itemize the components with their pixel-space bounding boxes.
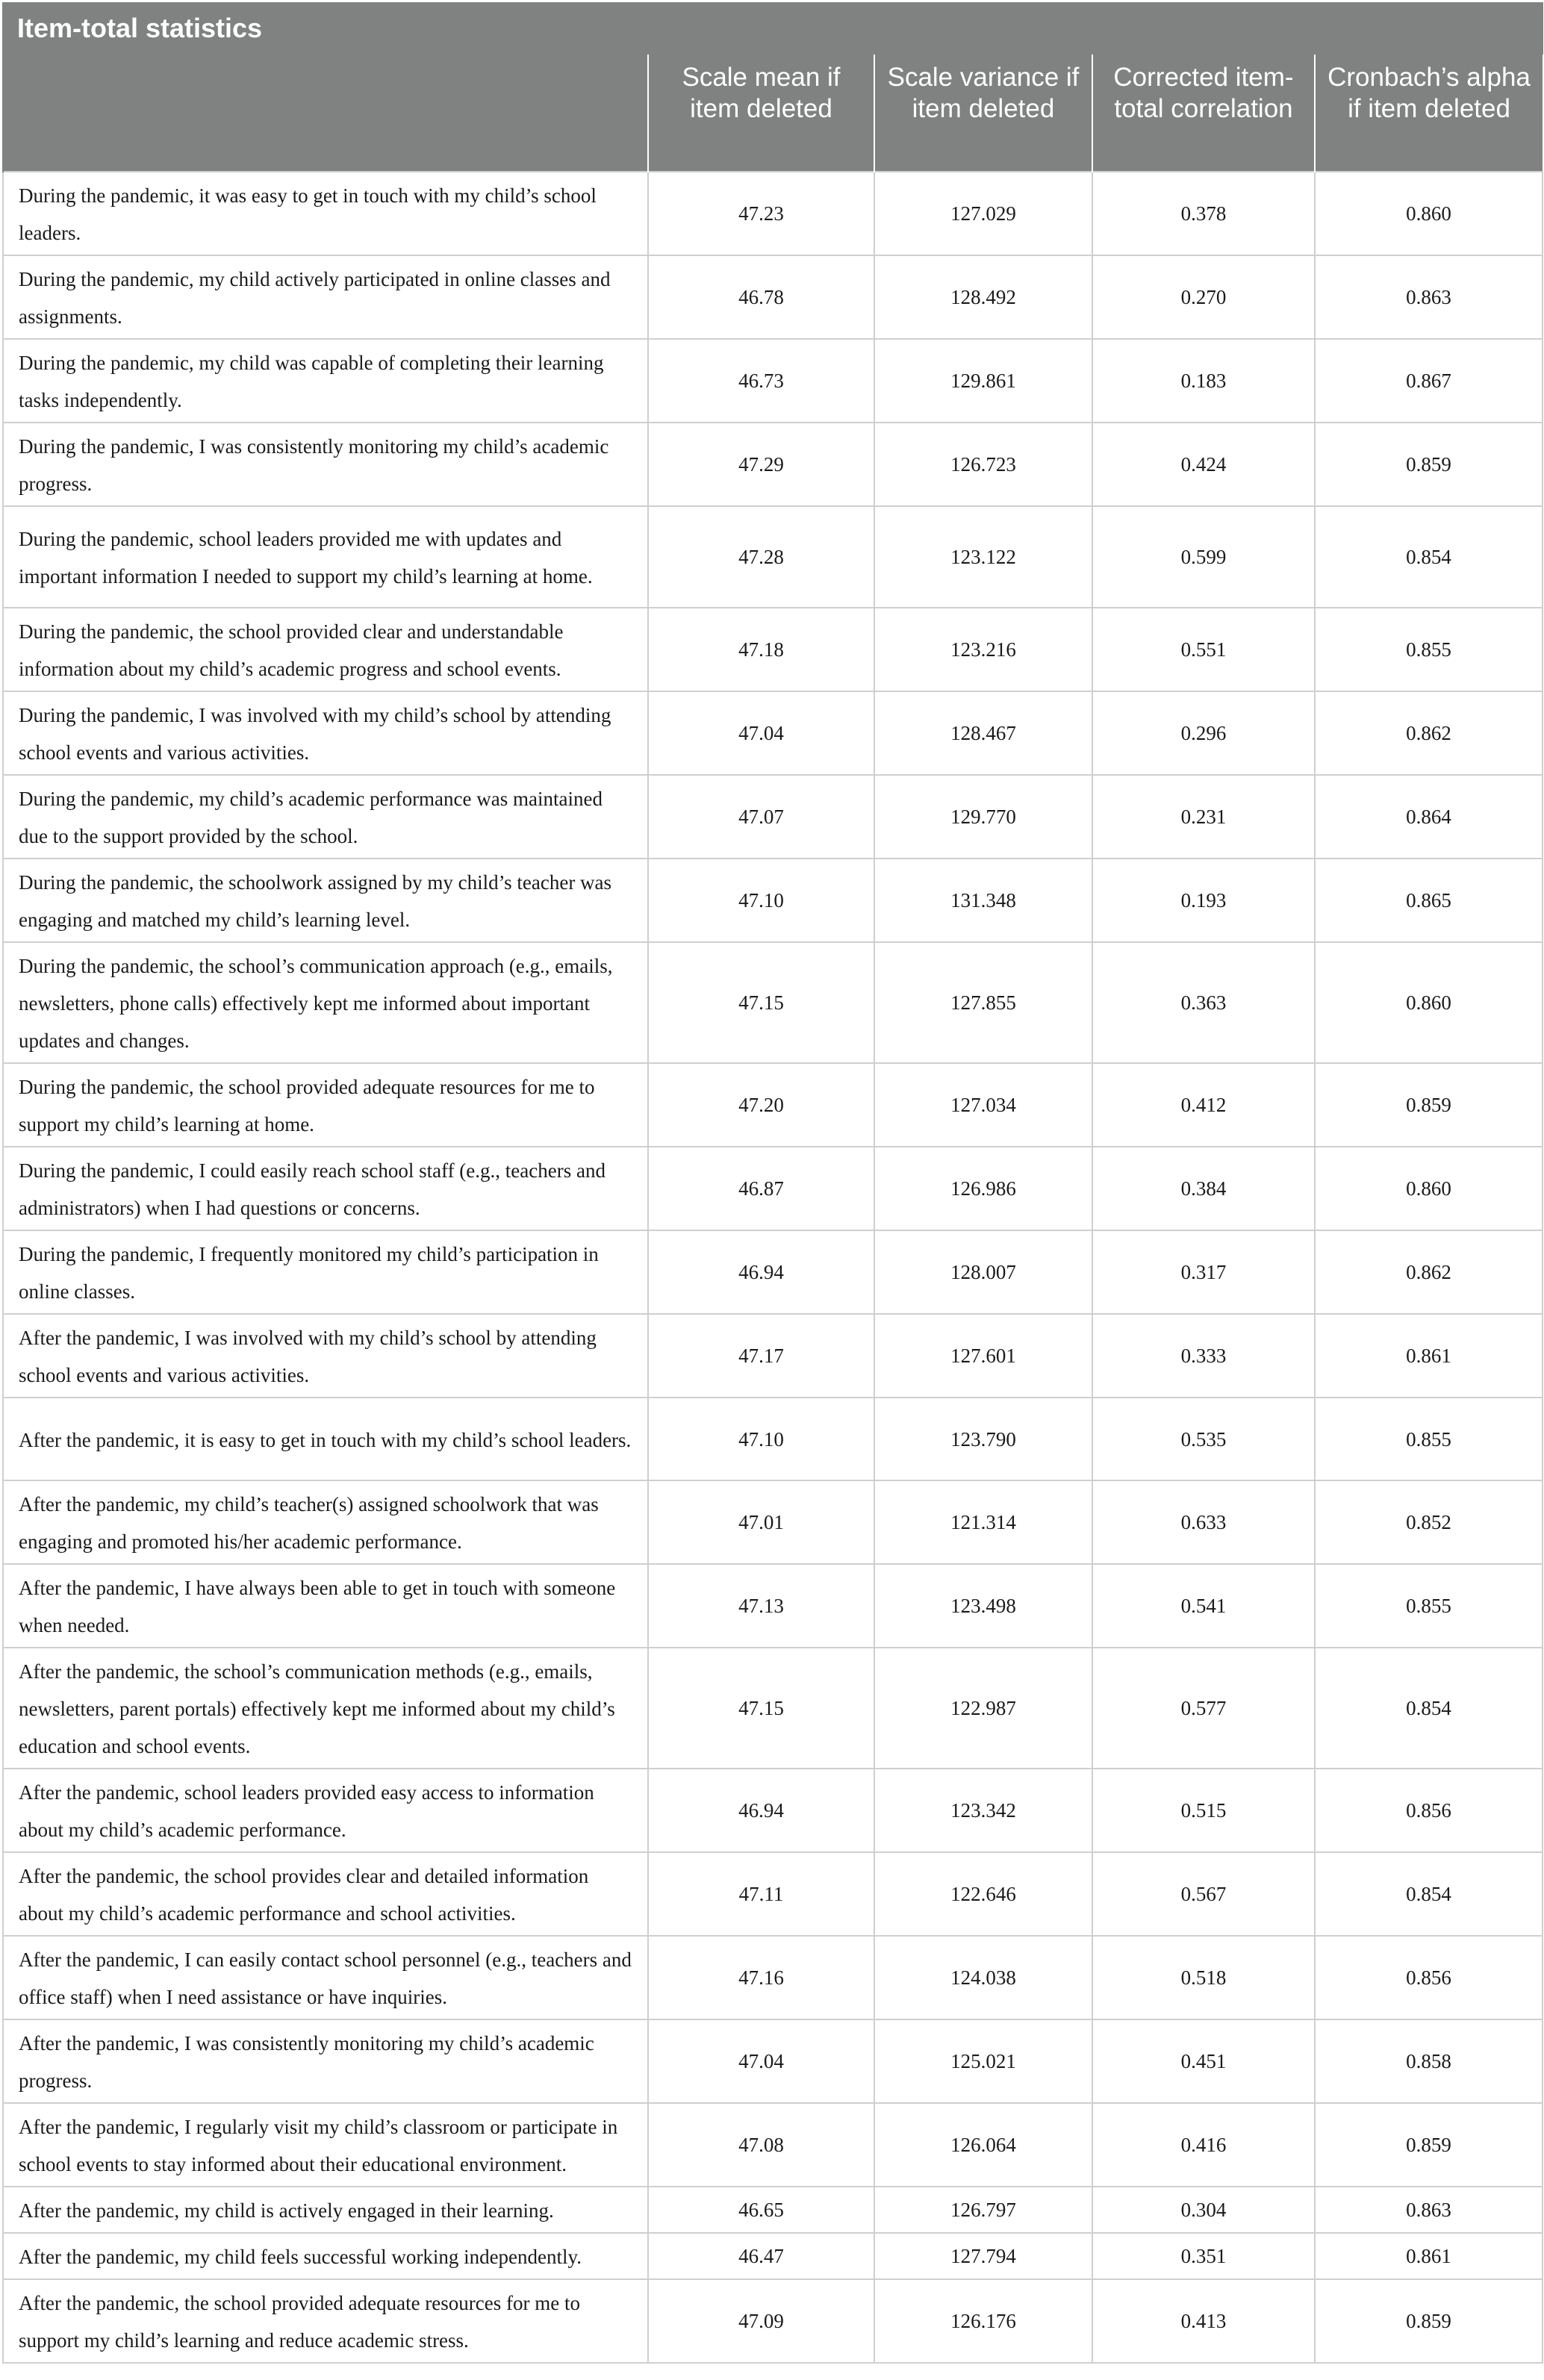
table-row xyxy=(3,2187,1543,2233)
table-row xyxy=(3,2233,1543,2279)
correlation-value: 0.577 xyxy=(1092,1648,1315,1769)
item-text: During the pandemic, I was involved with my child’s school by attending school events and various activities. xyxy=(3,691,648,775)
scale-variance-value: 126.797 xyxy=(874,2187,1092,2233)
table-row xyxy=(3,1852,1543,1936)
correlation-value: 0.378 xyxy=(1092,172,1315,255)
scale-variance-value: 127.034 xyxy=(874,1063,1092,1147)
item-text: After the pandemic, the school’s communication methods (e.g., emails, newsletters, parent portals) effectively kept me informed about my child’s education and school events. xyxy=(3,1648,648,1769)
scale-variance-value: 126.064 xyxy=(874,2103,1092,2187)
scale-variance-value: 124.038 xyxy=(874,1936,1092,2019)
correlation-value: 0.351 xyxy=(1092,2233,1315,2279)
item-total-statistics-table-wrap xyxy=(2,2,1542,2364)
scale-variance-value: 127.855 xyxy=(874,942,1092,1063)
item-text: After the pandemic, it is easy to get in touch with my child’s school leaders. xyxy=(3,1398,648,1480)
table-row xyxy=(3,775,1543,859)
item-total-statistics-table xyxy=(2,2,1543,2364)
alpha-value: 0.859 xyxy=(1315,1063,1543,1147)
table-row xyxy=(3,423,1543,506)
scale-variance-value: 126.176 xyxy=(874,2279,1092,2363)
table-row xyxy=(3,1063,1543,1147)
alpha-value: 0.859 xyxy=(1315,2103,1543,2187)
scale-mean-value: 47.29 xyxy=(648,423,874,506)
alpha-value: 0.863 xyxy=(1315,2187,1543,2233)
alpha-value: 0.861 xyxy=(1315,1314,1543,1398)
scale-variance-value: 123.122 xyxy=(874,506,1092,608)
scale-mean-value: 46.73 xyxy=(648,339,874,423)
item-text: During the pandemic, the schoolwork assigned by my child’s teacher was engaging and matched my child’s learning level. xyxy=(3,859,648,942)
scale-mean-value: 46.78 xyxy=(648,255,874,339)
scale-mean-value: 47.04 xyxy=(648,2019,874,2103)
correlation-value: 0.363 xyxy=(1092,942,1315,1063)
scale-mean-value: 47.20 xyxy=(648,1063,874,1147)
correlation-value: 0.384 xyxy=(1092,1147,1315,1230)
correlation-value: 0.451 xyxy=(1092,2019,1315,2103)
alpha-value: 0.860 xyxy=(1315,172,1543,255)
table-row xyxy=(3,1769,1543,1852)
alpha-value: 0.854 xyxy=(1315,1648,1543,1769)
header-scale-variance: Scale variance if item deleted xyxy=(874,54,1092,172)
correlation-value: 0.535 xyxy=(1092,1398,1315,1480)
item-text: After the pandemic, my child is actively engaged in their learning. xyxy=(3,2187,648,2233)
scale-mean-value: 47.04 xyxy=(648,691,874,775)
scale-variance-value: 123.216 xyxy=(874,608,1092,691)
table-row xyxy=(3,2279,1543,2363)
table-row xyxy=(3,1480,1543,1564)
table-row xyxy=(3,942,1543,1063)
table-row xyxy=(3,255,1543,339)
alpha-value: 0.856 xyxy=(1315,1936,1543,2019)
scale-mean-value: 47.01 xyxy=(648,1480,874,1564)
scale-variance-value: 123.498 xyxy=(874,1564,1092,1648)
item-text: After the pandemic, the school provided adequate resources for me to support my child’s learning and reduce academic stress. xyxy=(3,2279,648,2363)
scale-variance-value: 125.021 xyxy=(874,2019,1092,2103)
correlation-value: 0.424 xyxy=(1092,423,1315,506)
scale-mean-value: 47.23 xyxy=(648,172,874,255)
header-cronbach-alpha: Cronbach’s alpha if item deleted xyxy=(1315,54,1543,172)
scale-variance-value: 123.342 xyxy=(874,1769,1092,1852)
header-corrected-correlation: Corrected item-total correlation xyxy=(1092,54,1315,172)
item-text: After the pandemic, the school provides clear and detailed information about my child’s academic performance and school activities. xyxy=(3,1852,648,1936)
scale-mean-value: 47.17 xyxy=(648,1314,874,1398)
table-row xyxy=(3,859,1543,942)
item-text: After the pandemic, school leaders provided easy access to information about my child’s academic performance. xyxy=(3,1769,648,1852)
scale-variance-value: 128.007 xyxy=(874,1230,1092,1314)
item-text: During the pandemic, I could easily reach school staff (e.g., teachers and administrators) when I had questions or concerns. xyxy=(3,1147,648,1230)
alpha-value: 0.860 xyxy=(1315,942,1543,1063)
scale-variance-value: 129.770 xyxy=(874,775,1092,859)
correlation-value: 0.515 xyxy=(1092,1769,1315,1852)
correlation-value: 0.333 xyxy=(1092,1314,1315,1398)
alpha-value: 0.854 xyxy=(1315,506,1543,608)
alpha-value: 0.855 xyxy=(1315,1564,1543,1648)
item-text: During the pandemic, the school’s communication approach (e.g., emails, newsletters, phone calls) effectively kept me informed about important updates and changes. xyxy=(3,942,648,1063)
item-text: During the pandemic, my child actively participated in online classes and assignments. xyxy=(3,255,648,339)
alpha-value: 0.860 xyxy=(1315,1147,1543,1230)
scale-variance-value: 126.723 xyxy=(874,423,1092,506)
scale-mean-value: 46.94 xyxy=(648,1769,874,1852)
alpha-value: 0.855 xyxy=(1315,608,1543,691)
alpha-value: 0.852 xyxy=(1315,1480,1543,1564)
table-row xyxy=(3,1398,1543,1480)
correlation-value: 0.270 xyxy=(1092,255,1315,339)
scale-mean-value: 47.10 xyxy=(648,859,874,942)
correlation-value: 0.413 xyxy=(1092,2279,1315,2363)
item-text: During the pandemic, I frequently monitored my child’s participation in online classes. xyxy=(3,1230,648,1314)
table-header-row xyxy=(3,54,1543,172)
scale-mean-value: 46.65 xyxy=(648,2187,874,2233)
scale-variance-value: 122.646 xyxy=(874,1852,1092,1936)
alpha-value: 0.859 xyxy=(1315,423,1543,506)
item-text: After the pandemic, my child feels successful working independently. xyxy=(3,2233,648,2279)
item-text: During the pandemic, my child was capable of completing their learning tasks independently. xyxy=(3,339,648,423)
table-row xyxy=(3,608,1543,691)
item-text: After the pandemic, my child’s teacher(s) assigned schoolwork that was engaging and promoted his/her academic performance. xyxy=(3,1480,648,1564)
scale-mean-value: 47.28 xyxy=(648,506,874,608)
table-row xyxy=(3,2019,1543,2103)
table-row xyxy=(3,1936,1543,2019)
scale-variance-value: 126.986 xyxy=(874,1147,1092,1230)
scale-mean-value: 46.47 xyxy=(648,2233,874,2279)
correlation-value: 0.296 xyxy=(1092,691,1315,775)
correlation-value: 0.193 xyxy=(1092,859,1315,942)
table-row xyxy=(3,339,1543,423)
item-text: After the pandemic, I was consistently monitoring my child’s academic progress. xyxy=(3,2019,648,2103)
alpha-value: 0.867 xyxy=(1315,339,1543,423)
scale-mean-value: 47.16 xyxy=(648,1936,874,2019)
alpha-value: 0.862 xyxy=(1315,691,1543,775)
item-text: During the pandemic, I was consistently monitoring my child’s academic progress. xyxy=(3,423,648,506)
correlation-value: 0.633 xyxy=(1092,1480,1315,1564)
correlation-value: 0.412 xyxy=(1092,1063,1315,1147)
scale-variance-value: 129.861 xyxy=(874,339,1092,423)
alpha-value: 0.865 xyxy=(1315,859,1543,942)
item-text: During the pandemic, school leaders provided me with updates and important information I needed to support my child’s learning at home. xyxy=(3,506,648,608)
correlation-value: 0.317 xyxy=(1092,1230,1315,1314)
scale-mean-value: 47.11 xyxy=(648,1852,874,1936)
table-row xyxy=(3,2103,1543,2187)
table-row xyxy=(3,1147,1543,1230)
table-title: Item-total statistics xyxy=(3,3,1543,54)
scale-variance-value: 128.492 xyxy=(874,255,1092,339)
correlation-value: 0.567 xyxy=(1092,1852,1315,1936)
table-row xyxy=(3,1648,1543,1769)
scale-variance-value: 127.601 xyxy=(874,1314,1092,1398)
scale-mean-value: 47.18 xyxy=(648,608,874,691)
item-text: During the pandemic, my child’s academic performance was maintained due to the support provided by the school. xyxy=(3,775,648,859)
alpha-value: 0.855 xyxy=(1315,1398,1543,1480)
scale-variance-value: 122.987 xyxy=(874,1648,1092,1769)
scale-mean-value: 46.87 xyxy=(648,1147,874,1230)
table-row xyxy=(3,172,1543,255)
table-row xyxy=(3,1230,1543,1314)
item-text: During the pandemic, the school provided clear and understandable information about my child’s academic progress and school events. xyxy=(3,608,648,691)
scale-mean-value: 47.13 xyxy=(648,1564,874,1648)
alpha-value: 0.856 xyxy=(1315,1769,1543,1852)
scale-mean-value: 47.07 xyxy=(648,775,874,859)
alpha-value: 0.859 xyxy=(1315,2279,1543,2363)
item-text: During the pandemic, the school provided adequate resources for me to support my child’s learning at home. xyxy=(3,1063,648,1147)
correlation-value: 0.518 xyxy=(1092,1936,1315,2019)
alpha-value: 0.863 xyxy=(1315,255,1543,339)
table-row xyxy=(3,1564,1543,1648)
correlation-value: 0.416 xyxy=(1092,2103,1315,2187)
scale-variance-value: 128.467 xyxy=(874,691,1092,775)
correlation-value: 0.231 xyxy=(1092,775,1315,859)
scale-variance-value: 127.794 xyxy=(874,2233,1092,2279)
table-row xyxy=(3,1314,1543,1398)
correlation-value: 0.541 xyxy=(1092,1564,1315,1648)
correlation-value: 0.551 xyxy=(1092,608,1315,691)
header-scale-mean: Scale mean if item deleted xyxy=(648,54,874,172)
header-item xyxy=(3,54,648,172)
scale-mean-value: 47.08 xyxy=(648,2103,874,2187)
correlation-value: 0.183 xyxy=(1092,339,1315,423)
item-text: After the pandemic, I have always been able to get in touch with someone when needed. xyxy=(3,1564,648,1648)
item-text: After the pandemic, I can easily contact school personnel (e.g., teachers and office staff) when I need assistance or have inquiries. xyxy=(3,1936,648,2019)
alpha-value: 0.861 xyxy=(1315,2233,1543,2279)
scale-variance-value: 121.314 xyxy=(874,1480,1092,1564)
scale-mean-value: 47.15 xyxy=(648,1648,874,1769)
scale-variance-value: 123.790 xyxy=(874,1398,1092,1480)
table-row xyxy=(3,691,1543,775)
alpha-value: 0.854 xyxy=(1315,1852,1543,1936)
item-text: During the pandemic, it was easy to get in touch with my child’s school leaders. xyxy=(3,172,648,255)
scale-mean-value: 47.10 xyxy=(648,1398,874,1480)
correlation-value: 0.599 xyxy=(1092,506,1315,608)
table-title-row xyxy=(3,3,1543,54)
correlation-value: 0.304 xyxy=(1092,2187,1315,2233)
item-text: After the pandemic, I regularly visit my child’s classroom or participate in school events to stay informed about their educational environment. xyxy=(3,2103,648,2187)
scale-mean-value: 46.94 xyxy=(648,1230,874,1314)
scale-variance-value: 127.029 xyxy=(874,172,1092,255)
alpha-value: 0.864 xyxy=(1315,775,1543,859)
item-text: After the pandemic, I was involved with my child’s school by attending school events and various activities. xyxy=(3,1314,648,1398)
table-row xyxy=(3,506,1543,608)
alpha-value: 0.858 xyxy=(1315,2019,1543,2103)
scale-variance-value: 131.348 xyxy=(874,859,1092,942)
scale-mean-value: 47.09 xyxy=(648,2279,874,2363)
alpha-value: 0.862 xyxy=(1315,1230,1543,1314)
scale-mean-value: 47.15 xyxy=(648,942,874,1063)
